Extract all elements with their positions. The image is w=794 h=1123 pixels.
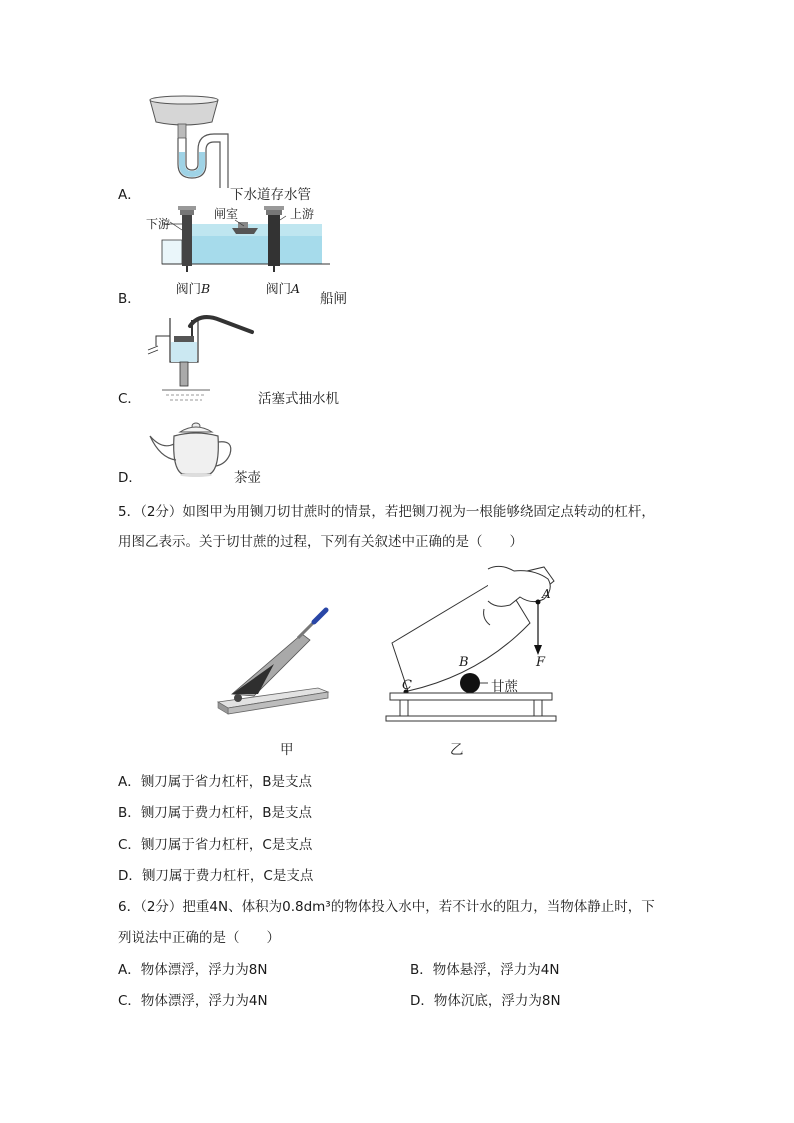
- option-c-caption: 活塞式抽水机: [258, 391, 339, 407]
- option-d-label: D．: [118, 470, 142, 486]
- point-b-label: B: [459, 655, 469, 670]
- q6-option-d: D．物体沉底，浮力为8N: [410, 993, 561, 1009]
- q6-option-b: B．物体悬浮，浮力为4N: [410, 962, 560, 978]
- q6-stem-line2: 列说法中正确的是（ ）: [118, 930, 280, 946]
- lever-diagram-figure: [384, 565, 560, 730]
- figure-yi-caption: 乙: [450, 742, 464, 758]
- q5-stem-line2: 用图乙表示。关于切甘蔗的过程，下列有关叙述中正确的是（ ）: [118, 534, 523, 550]
- valve-b-label: 阀门B: [176, 281, 211, 296]
- upstream-label: 上游: [290, 207, 315, 221]
- guillotine-cutter-figure: [214, 606, 334, 722]
- piston-pump-figure: [140, 306, 260, 406]
- figure-jia-caption: 甲: [280, 742, 294, 758]
- option-d-caption: 茶壶: [234, 470, 261, 486]
- q6-option-a: A．物体漂浮，浮力为8N: [118, 962, 268, 978]
- q6-option-c: C．物体漂浮，浮力为4N: [118, 993, 268, 1009]
- force-f-label: F: [536, 655, 546, 670]
- q5-stem-line1: 5．（2分）如图甲为用铡刀切甘蔗时的情景，若把铡刀视为一根能够绕固定点转动的杠杆，: [118, 504, 655, 520]
- q5-option-c: C．铡刀属于省力杠杆，C是支点: [118, 837, 313, 853]
- option-b-caption: 船闸: [320, 291, 347, 307]
- teapot-figure: [144, 420, 240, 480]
- valve-a-label: 阀门A: [266, 281, 301, 296]
- option-a-label: A．: [118, 187, 141, 203]
- option-a-caption: 下水道存水管: [230, 187, 311, 203]
- q5-option-b: B．铡刀属于费力杠杆，B是支点: [118, 805, 313, 821]
- chamber-label: 闸室: [214, 207, 239, 221]
- point-c-label: C: [402, 678, 412, 693]
- q5-option-d: D．铡刀属于费力杠杆，C是支点: [118, 868, 314, 884]
- point-a-label: A: [542, 587, 551, 601]
- q5-option-a: A．铡刀属于省力杠杆，B是支点: [118, 774, 312, 790]
- q6-stem-line1: 6．（2分）把重4N、体积为0.8dm³的物体投入水中，若不计水的阻力，当物体静止时，下: [118, 899, 655, 915]
- option-b-label: B．: [118, 291, 141, 307]
- downstream-label: 下游: [146, 217, 171, 231]
- option-c-label: C．: [118, 391, 141, 407]
- sugarcane-label: 甘蔗: [491, 679, 518, 695]
